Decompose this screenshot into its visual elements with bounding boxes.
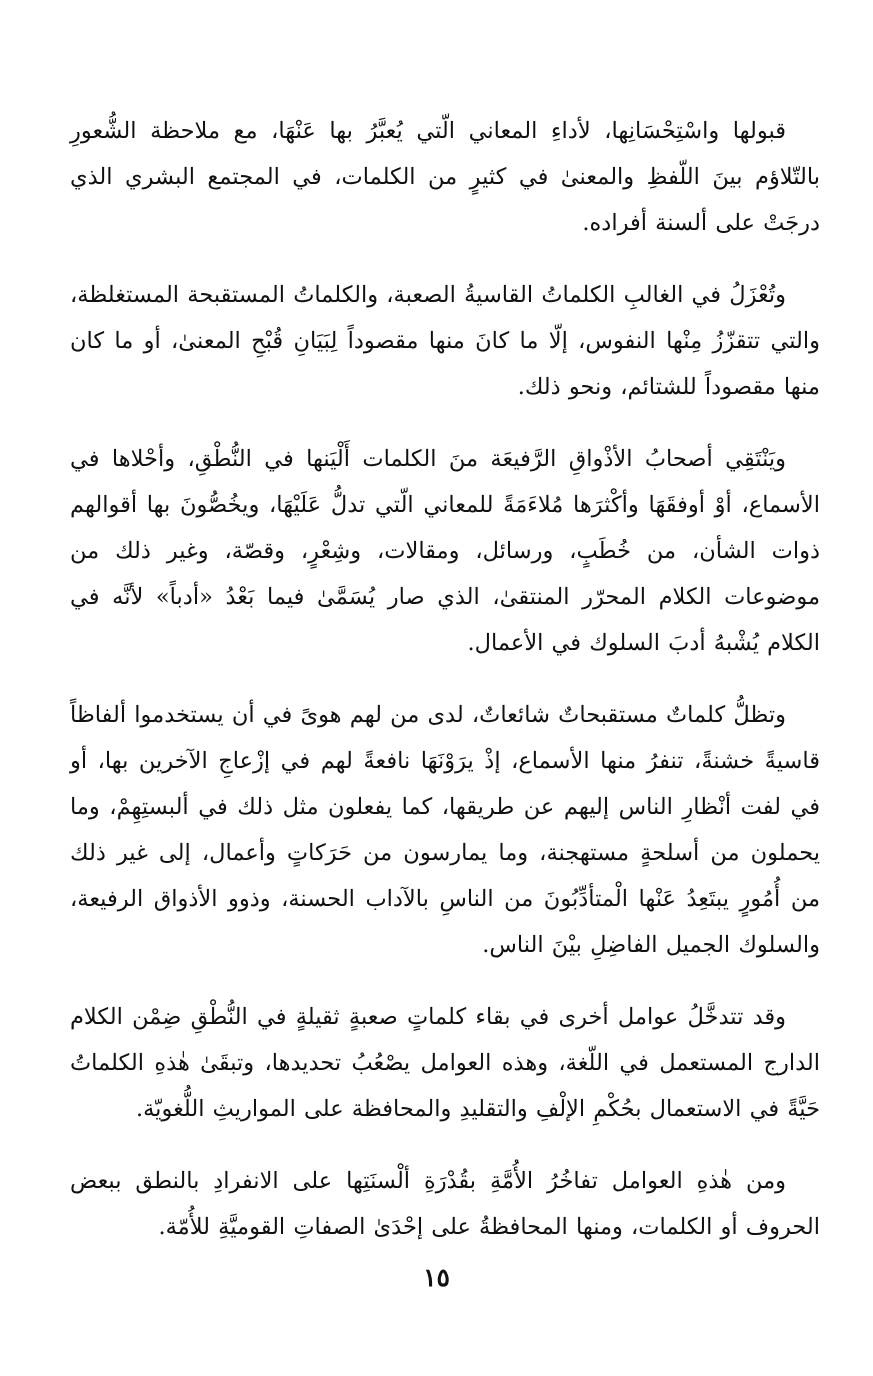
page-body xyxy=(70,108,820,1276)
paragraph-1: قبولها واسْتِحْسَانِها، لأداءِ المعاني الّتي يُعبَّرُ بها عَنْهَا، مع ملاحظة الشُّعورِ بالتّلاؤم بينَ اللّفظِ والمعنىٰ في كثيرٍ من الكلمات، في المجتمع البشري الذي درجَتْ على ألسنة أفراده. xyxy=(70,118,820,236)
paragraph-3: ويَنْتَقِي أصحابُ الأذْواقِ الرَّفيعَة منَ الكلمات أَلْيَنها في النُّطْقِ، وأحْلاها في الأسماع، أوْ أوفقَهَا وأكْثرَها مُلاءَمَةً للمعاني الّتي تدلُّ عَلَيْهَا، ويخُصُّونَ بها أقوالهم ذوات الشأن، من خُطَبٍ، ورسائل، ومقالات، وشِعْرٍ، وقصّة، وغير ذلك من موضوعات الكلام المحرّر المنتقىٰ، الذي صار يُسَمَّىٰ فيما بَعْدُ «أدباً» لأنَّه في الكلام يُشْبهُ أدبَ السلوك في الأعمال. xyxy=(70,446,820,656)
page-number: ١٥ xyxy=(423,1263,450,1292)
paragraph-2: وتُعْزَلُ في الغالبِ الكلماتُ القاسيةُ الصعبة، والكلماتُ المستقبحة المستغلظة، والتي تتقزّزُ مِنْها النفوس، إلّا ما كانَ منها مقصوداً لِبَيَانِ قُبْحِ المعنىٰ، أو ما كان منها مقصوداً للشتائم، ونحو ذلك. xyxy=(70,282,820,400)
paragraph-5: وقد تتدخَّلُ عوامل أخرى في بقاء كلماتٍ صعبةٍ ثقيلةٍ في النُّطْقِ ضِمْن الكلام الدارج المستعمل في اللّغة، وهذه العوامل يصْعُبُ تحديدها، وتبقَىٰ هٰذهِ الكلماتُ حَيَّةً في الاستعمال بحُكْمِ الإلْفِ والتقليدِ والمحافظة على المواريثِ اللُّغويّة. xyxy=(70,1004,820,1122)
paragraph-6: ومن هٰذهِ العوامل تفاخُرُ الأُمَّةِ بقُدْرَةِ ألْسنَتِها على الانفرادِ بالنطق ببعض الحروف أو الكلمات، ومنها المحافظةُ على إحْدَىٰ الصفاتِ القوميَّةِ للأُمّة. xyxy=(70,1168,820,1240)
paragraph-4: وتظلُّ كلماتٌ مستقبحاتٌ شائعاتٌ، لدى من لهم هوىً في أن يستخدموا ألفاظاً قاسيةً خشنةً، تنفرُ منها الأسماع، إذْ يرَوْنَهَا نافعةً لهم في إزْعاجِ الآخرين بها، أو في لفت أنْظارِ الناس إليهم عن طريقها، كما يفعلون مثل ذلك في ألبستِهِمْ، وما يحملون من أسلحةٍ مستهجنة، وما يمارسون من حَرَكاتٍ وأعمال، إلى غير ذلك من أُمُورٍ يبتَعِدُ عَنْها الْمتأدِّبُونَ من الناسِ بالآداب الحسنة، وذوو الأذواق الرفيعة، والسلوك الجميل الفاضِلِ بيْنَ الناس. xyxy=(70,702,820,958)
